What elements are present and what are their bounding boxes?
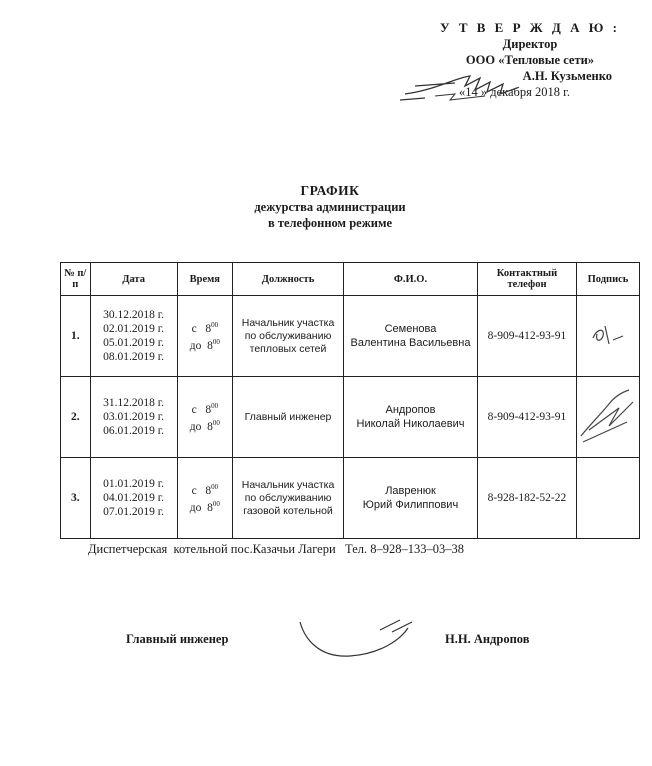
header-date: Дата <box>90 263 177 296</box>
title-line3: в телефонном режиме <box>267 216 393 230</box>
engineer-signature <box>280 610 440 670</box>
row-dates: 01.01.2019 г. 04.01.2019 г. 07.01.2019 г. <box>90 458 177 539</box>
title-main: ГРАФИК <box>300 183 360 198</box>
row-position: Главный инженер <box>233 377 344 458</box>
row-dates: 31.12.2018 г. 03.01.2019 г. 06.01.2019 г. <box>90 377 177 458</box>
title-line2: дежурства администрации <box>254 200 406 214</box>
header-time: Время <box>177 263 232 296</box>
approval-company: ООО «Тепловые сети» <box>465 53 595 67</box>
approval-position: Директор <box>502 37 558 51</box>
row-name: Андропов Николай Николаевич <box>344 377 478 458</box>
duty-schedule-table <box>60 262 640 539</box>
row-num: 1. <box>61 296 91 377</box>
row-signature <box>576 458 639 539</box>
header-signature: Подпись <box>576 263 639 296</box>
table-header-row <box>61 263 640 296</box>
row-num: 2. <box>61 377 91 458</box>
approval-heading: У Т В Е Р Ж Д А Ю : <box>440 20 620 35</box>
row-phone: 8-928-182-52-22 <box>477 458 576 539</box>
approval-signer: А.Н. Кузьменко <box>522 69 612 83</box>
row-name: Лавренюк Юрий Филиппович <box>344 458 478 539</box>
header-name: Ф.И.О. <box>344 263 478 296</box>
row-time: с $8^{00}$ до $8^{00}$ <box>177 458 232 539</box>
row-phone: 8-909-412-93-91 <box>477 296 576 377</box>
table-row <box>61 458 640 539</box>
director-signature <box>395 68 525 108</box>
approval-date: «14 » декабря 2018 г. <box>458 85 570 99</box>
row-phone: 8-909-412-93-91 <box>477 377 576 458</box>
table-row <box>61 377 640 458</box>
row-time: с $8^{00}$ до $8^{00}$ <box>177 377 232 458</box>
header-position: Должность <box>233 263 344 296</box>
row-position: Начальник участка по обслуживанию тепловых сетей <box>233 296 344 377</box>
header-num: № п/п <box>61 263 91 296</box>
table-row <box>61 296 640 377</box>
signature-mark <box>579 386 637 446</box>
row-signature <box>576 377 639 458</box>
row-dates: 30.12.2018 г. 02.01.2019 г. 05.01.2019 г. 08.01.2019 г. <box>90 296 177 377</box>
document-title <box>200 183 460 231</box>
footer-name: Н.Н. Андропов <box>445 632 530 646</box>
footer-position: Главный инженер <box>126 632 229 646</box>
row-position: Начальник участка по обслуживанию газовой котельной <box>233 458 344 539</box>
row-time: с $8^{00}$ до $8^{00}$ <box>177 296 232 377</box>
row-name: Семенова Валентина Васильевна <box>344 296 478 377</box>
dispatch-contact: Диспетчерская котельной пос.Казачьи Лагери Тел. 8–928–133–03–38 <box>88 542 464 556</box>
row-signature <box>576 296 639 377</box>
header-phone: Контактный телефон <box>477 263 576 296</box>
row-num: 3. <box>61 458 91 539</box>
signature-mark <box>583 320 633 350</box>
